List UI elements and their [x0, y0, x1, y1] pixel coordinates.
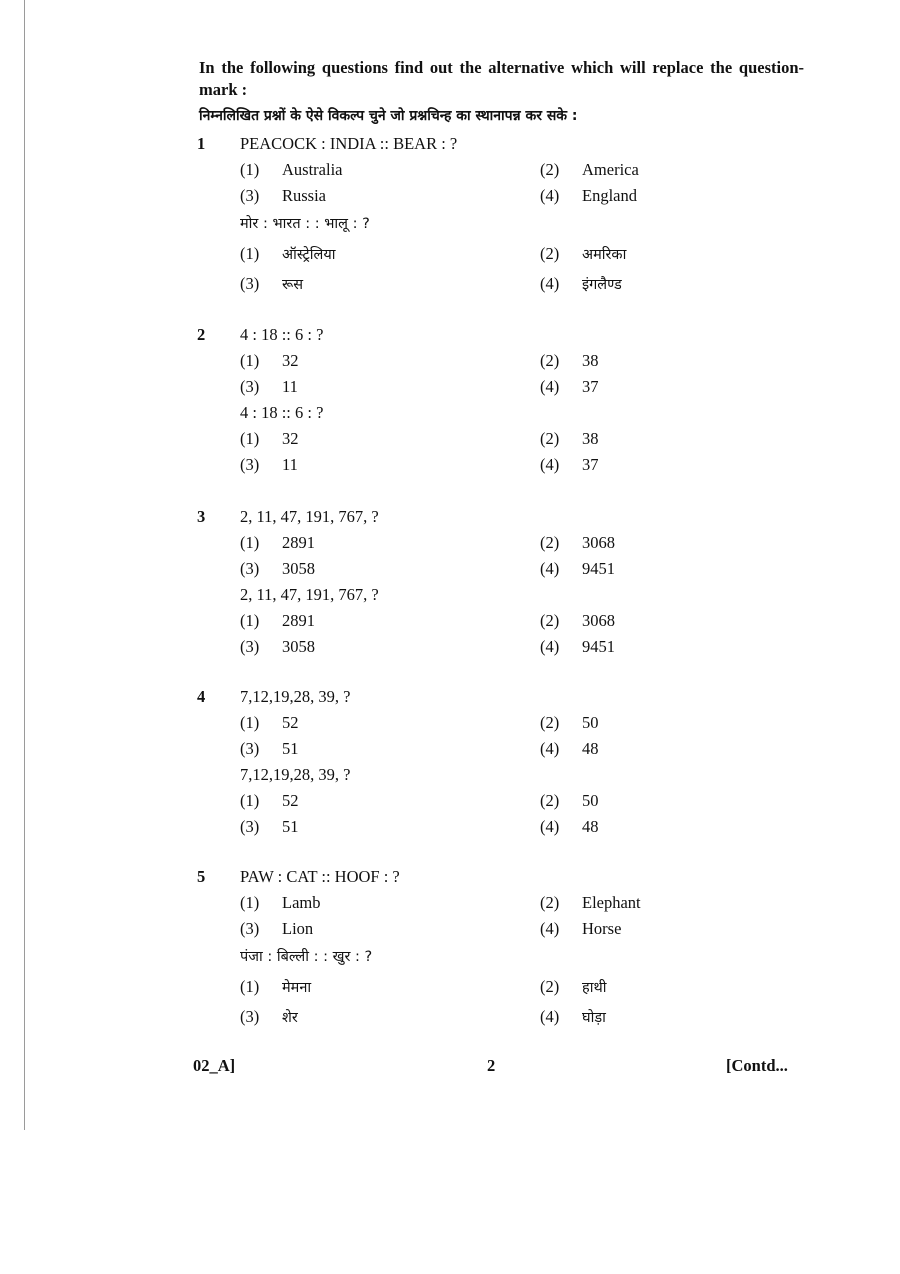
question-5: [0, 864, 900, 1032]
question-number: 1: [197, 134, 206, 153]
question-text-hindi: 7,12,19,28, 39, ?: [240, 765, 351, 784]
question-text-english: 4 : 18 :: 6 : ?: [240, 325, 324, 344]
option-2-hindi: (2) हाथी: [540, 977, 607, 996]
options-row: [0, 890, 900, 916]
option-3: (3) Lion: [240, 919, 314, 938]
option-1: (1) Australia: [240, 160, 343, 179]
options-row: [0, 608, 900, 634]
option-2: (2) 50: [540, 713, 599, 732]
question-line-hindi: [0, 762, 900, 788]
option-1: (1) 32: [240, 351, 299, 370]
option-1: (1) Lamb: [240, 893, 321, 912]
question-number: 4: [197, 687, 206, 706]
question-number: 3: [197, 507, 206, 526]
question-line: [0, 504, 900, 530]
question-4: [0, 684, 900, 840]
option-4: (4) Horse: [540, 919, 622, 938]
instructions-hindi: निम्नलिखित प्रश्नों के ऐसे विकल्प चुने जो प्रश्नचिन्ह का स्थानापन्न कर सके :: [199, 108, 578, 124]
options-row: [0, 157, 900, 183]
page-number: 2: [487, 1056, 496, 1075]
option-4: (4) England: [540, 186, 637, 205]
options-row: [0, 788, 900, 814]
option-3-hindi: (3) शेर: [240, 1007, 298, 1026]
option-2: (2) 3068: [540, 533, 615, 552]
question-text-hindi: 4 : 18 :: 6 : ?: [240, 403, 324, 422]
option-4-hindi: (4) इंगलैण्ड: [540, 274, 622, 293]
option-4-hindi: (4) 48: [540, 817, 599, 836]
option-2: (2) Elephant: [540, 893, 641, 912]
options-row: [0, 374, 900, 400]
question-line-hindi: [0, 942, 900, 972]
question-text-english: PAW : CAT :: HOOF : ?: [240, 867, 400, 886]
question-text-hindi: पंजा : बिल्ली : : खुर : ?: [240, 949, 373, 965]
question-3: [0, 504, 900, 660]
options-row: [0, 426, 900, 452]
question-line: [0, 131, 900, 157]
options-row: [0, 814, 900, 840]
question-line: [0, 864, 900, 890]
question-number: 2: [197, 325, 206, 344]
question-text-hindi: मोर : भारत : : भालू : ?: [240, 216, 370, 232]
option-4: (4) 9451: [540, 559, 615, 578]
options-row: [0, 916, 900, 942]
paper-code: 02_A]: [193, 1056, 236, 1075]
question-line: [0, 322, 900, 348]
question-text-english: 7,12,19,28, 39, ?: [240, 687, 351, 706]
question-line-hindi: [0, 209, 900, 239]
option-1: (1) 2891: [240, 533, 315, 552]
options-row: [0, 183, 900, 209]
question-line: [0, 684, 900, 710]
options-row: [0, 710, 900, 736]
options-row: [0, 634, 900, 660]
question-2: [0, 322, 900, 478]
option-3-hindi: (3) 51: [240, 817, 299, 836]
option-4: (4) 48: [540, 739, 599, 758]
options-row: [0, 736, 900, 762]
option-3: (3) 51: [240, 739, 299, 758]
option-3-hindi: (3) 11: [240, 455, 298, 474]
options-row: [0, 269, 900, 299]
instructions-english: In the following questions find out the alternative which will replace the question-mark :: [199, 58, 804, 99]
option-4-hindi: (4) 37: [540, 455, 599, 474]
option-1-hindi: (1) 32: [240, 429, 299, 448]
options-row: [0, 348, 900, 374]
question-text-english: 2, 11, 47, 191, 767, ?: [240, 507, 379, 526]
question-text-hindi: 2, 11, 47, 191, 767, ?: [240, 585, 379, 604]
options-row: [0, 556, 900, 582]
question-line-hindi: [0, 400, 900, 426]
continued-label: [Contd...: [726, 1056, 788, 1075]
option-1-hindi: (1) 2891: [240, 611, 315, 630]
options-row: [0, 1002, 900, 1032]
option-1-hindi: (1) मेमना: [240, 977, 312, 996]
option-4: (4) 37: [540, 377, 599, 396]
option-2: (2) America: [540, 160, 639, 179]
option-2-hindi: (2) 50: [540, 791, 599, 810]
option-3: (3) Russia: [240, 186, 327, 205]
question-text-english: PEACOCK : INDIA :: BEAR : ?: [240, 134, 458, 153]
option-2: (2) 38: [540, 351, 599, 370]
option-2-hindi: (2) 3068: [540, 611, 615, 630]
option-1-hindi: (1) ऑस्ट्रेलिया: [240, 244, 336, 263]
question-number: 5: [197, 867, 206, 886]
option-4-hindi: (4) घोड़ा: [540, 1007, 606, 1026]
option-3: (3) 11: [240, 377, 298, 396]
options-row: [0, 239, 900, 269]
options-row: [0, 530, 900, 556]
option-3-hindi: (3) रूस: [240, 274, 304, 293]
option-3-hindi: (3) 3058: [240, 637, 315, 656]
option-1-hindi: (1) 52: [240, 791, 299, 810]
options-row: [0, 452, 900, 478]
question-line-hindi: [0, 582, 900, 608]
option-2-hindi: (2) 38: [540, 429, 599, 448]
option-3: (3) 3058: [240, 559, 315, 578]
question-1: [0, 131, 900, 299]
option-1: (1) 52: [240, 713, 299, 732]
option-4-hindi: (4) 9451: [540, 637, 615, 656]
option-2-hindi: (2) अमरिका: [540, 244, 627, 263]
options-row: [0, 972, 900, 1002]
